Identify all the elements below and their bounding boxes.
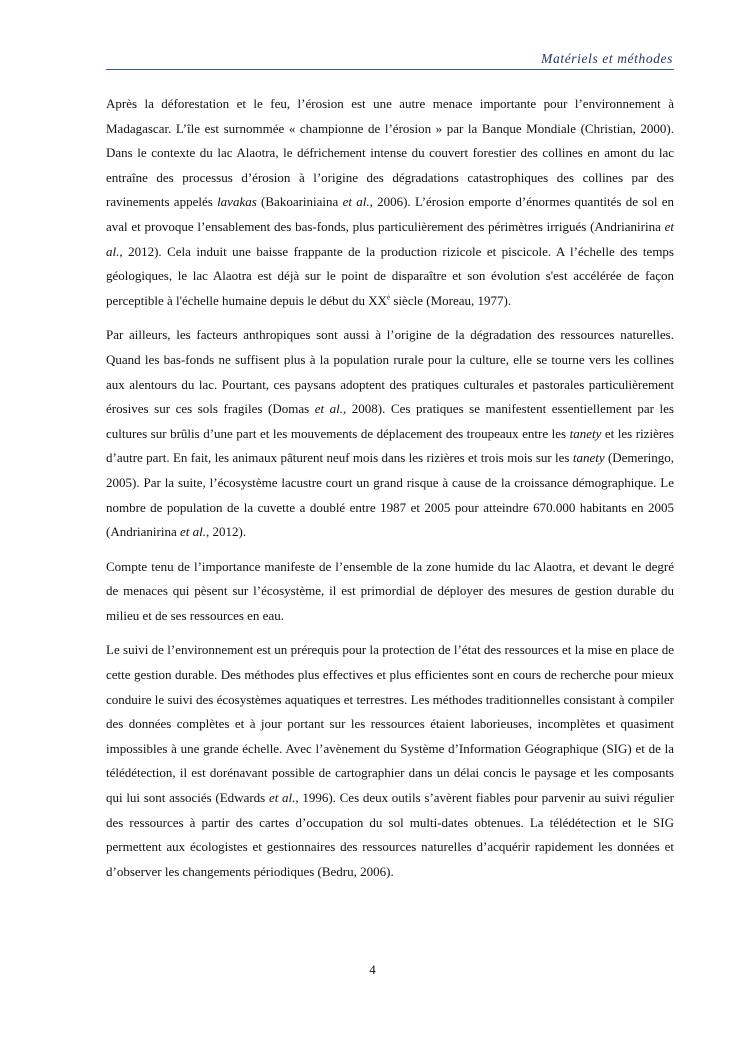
italic-text: et al.: [180, 524, 207, 540]
italic-text: tanety: [569, 425, 602, 441]
italic-text: et al.: [106, 218, 674, 259]
text-run: , 1996). Ces deux outils s’avèrent fiables pour parvenir au suivi régulier des ressources à partir des cartes d’occupation du sol multi-dates obtenues. La télédétection et le SIG permettent aux écologistes et gestionnaires des ressources naturelles d’acquérir rapidement les données et d’observer les changements périodiques (Bedru, 2006).: [106, 790, 675, 879]
text-run: Le suivi de l’environnement est un prérequis pour la protection de l’état des ressources et la mise en place de cette gestion durable. Des méthodes plus effectives et plus efficientes sont en cours de recherche pour mieux conduire le suivi des écosystèmes aquatiques et terrestres. Les méthodes traditionnelles consistant à compiler des données complètes et à jour portant sur les ressources étaient laborieuses, incomplètes et quasiment impossibles à une grande échelle. Avec l’avènement du Système d’Information Géographique (SIG) et de la télédétection, il est dorénavant possible de cartographier dans un délai concis le paysage et les composants qui lui sont associés (Edwards: [106, 642, 674, 806]
italic-text: et al.: [314, 401, 344, 417]
text-run: , 2008). Ces pratiques se manifestent essentiellement par les cultures sur brûlis d’une part et les mouvements de déplacement des troupeaux entre les: [106, 401, 674, 441]
paragraph: [106, 638, 674, 884]
running-header-title: Matériels et méthodes: [541, 51, 673, 66]
text-run: Compte tenu de l’importance manifeste de l’ensemble de la zone humide du lac Alaotra, et devant le degré de menaces qui pèsent sur l’écosystème, il est primordial de déployer des mesures de gestion durable du milieu et de ses ressources en eau.: [106, 558, 674, 623]
text-run: siècle (Moreau, 1977).: [390, 292, 512, 308]
paragraph: [106, 323, 674, 544]
text-run: , 2006). L’érosion emporte d’énormes quantités de sol en aval et provoque l’ensablement des bas-fonds, plus particulièrement des périmètres irrigués (Andrianirina: [106, 194, 674, 234]
italic-text: lavakas: [217, 194, 257, 210]
text-run: Après la déforestation et le feu, l’érosion est une autre menace importante pour l’environnement à Madagascar. L’île est surnommée « championne de l’érosion » par la Banque Mondiale (Christian, 2000). Dans le contexte du lac Alaotra, le défrichement intense du couvert forestier des collines en amont du lac entraîne des processus d’érosion à l’origine des dégradations catastrophiques des collines par des ravinements appelés: [106, 96, 674, 210]
body-text: [106, 92, 674, 894]
text-run: (Bakoariniaina: [256, 194, 343, 210]
paragraph: [106, 555, 674, 629]
page-number: 4: [369, 962, 376, 977]
italic-text: et al.: [342, 194, 370, 210]
italic-text: et al.: [268, 790, 296, 806]
text-run: , 2012). Cela induit une baisse frappante de la production rizicole et piscicole. A l’échelle des temps géologiques, le lac Alaotra est déjà sur le point de disparaître et son évolution s'est accélérée de façon perceptible à l'échelle humaine depuis le début du XX: [106, 243, 674, 308]
header-divider: [106, 69, 674, 70]
text-run: (Demeringo, 2005). Par la suite, l’écosystème lacustre court un grand risque à cause de la croissance démographique. Le nombre de population de la cuvette a doublé entre 1987 et 2005 pour atteindre 670.000 habitants en 2005 (Andrianirina: [106, 450, 675, 540]
italic-text: tanety: [572, 450, 605, 466]
text-run: , 2012).: [206, 524, 247, 540]
paragraph: [106, 92, 674, 313]
text-run: et les rizières d’autre part. En fait, les animaux pâturent neuf mois dans les rizières et trois mois sur les: [106, 425, 674, 466]
text-run: Par ailleurs, les facteurs anthropiques sont aussi à l’origine de la dégradation des ressources naturelles. Quand les bas-fonds ne suffisent plus à la population rurale pour la culture, elle se tourne vers les collines aux alentours du lac. Pourtant, ces paysans adoptent des pratiques culturales et pastorales particulièrement érosives sur ces sols fragiles (Domas: [106, 327, 674, 417]
superscript-text: è: [387, 293, 391, 302]
